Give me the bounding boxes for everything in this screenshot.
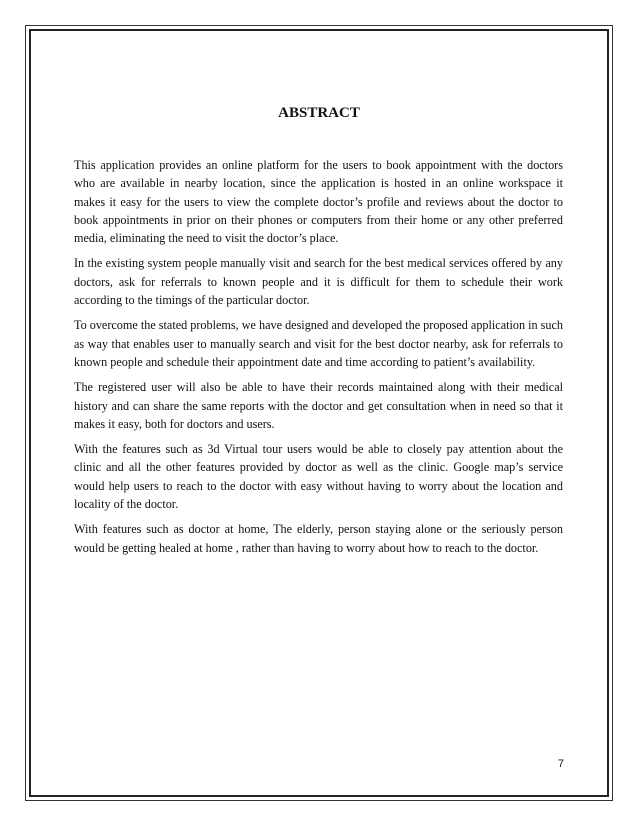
page-number: 7	[557, 758, 564, 770]
abstract-paragraph: To overcome the stated problems, we have designed and developed the proposed application in such as way that enables user to manually search and visit for the best doctor nearby, ask for referrals to known people and schedule their appointment date and time according to patient’s availability.	[74, 318, 563, 369]
abstract-paragraph: With features such as doctor at home, The elderly, person staying alone or the seriously person would be getting healed at home , rather than having to worry about how to reach to the doctor.	[74, 522, 563, 555]
abstract-paragraph: In the existing system people manually visit and search for the best medical services offered by any doctors, ask for referrals to known people and it is difficult for them to schedule their work according to the timings of the particular doctor.	[74, 256, 563, 308]
page-title: ABSTRACT	[278, 105, 360, 121]
abstract-body	[74, 156, 563, 564]
abstract-paragraph: With the features such as 3d Virtual tour users would be able to closely pay attention about the clinic and all the other features provided by doctor as well as the clinic. Google map’s service would help users to reach to the doctor with easy without having to worry about the location and locality of the doctor.	[74, 442, 563, 512]
abstract-paragraph: The registered user will also be able to have their records maintained along with their medical history and can share the same reports with the doctor and get consultation when in need so that it makes it easy, both for doctors and users.	[74, 380, 563, 431]
abstract-paragraph: This application provides an online platform for the users to book appointment with the doctors who are available in nearby location, since the application is hosted in an online workspace it makes it easy for the users to view the complete doctor’s profile and reviews about the doctor to book appointments in prior on their phones or computers from their home or any other preferred media, eliminating the need to visit the doctor’s place.	[74, 158, 563, 246]
